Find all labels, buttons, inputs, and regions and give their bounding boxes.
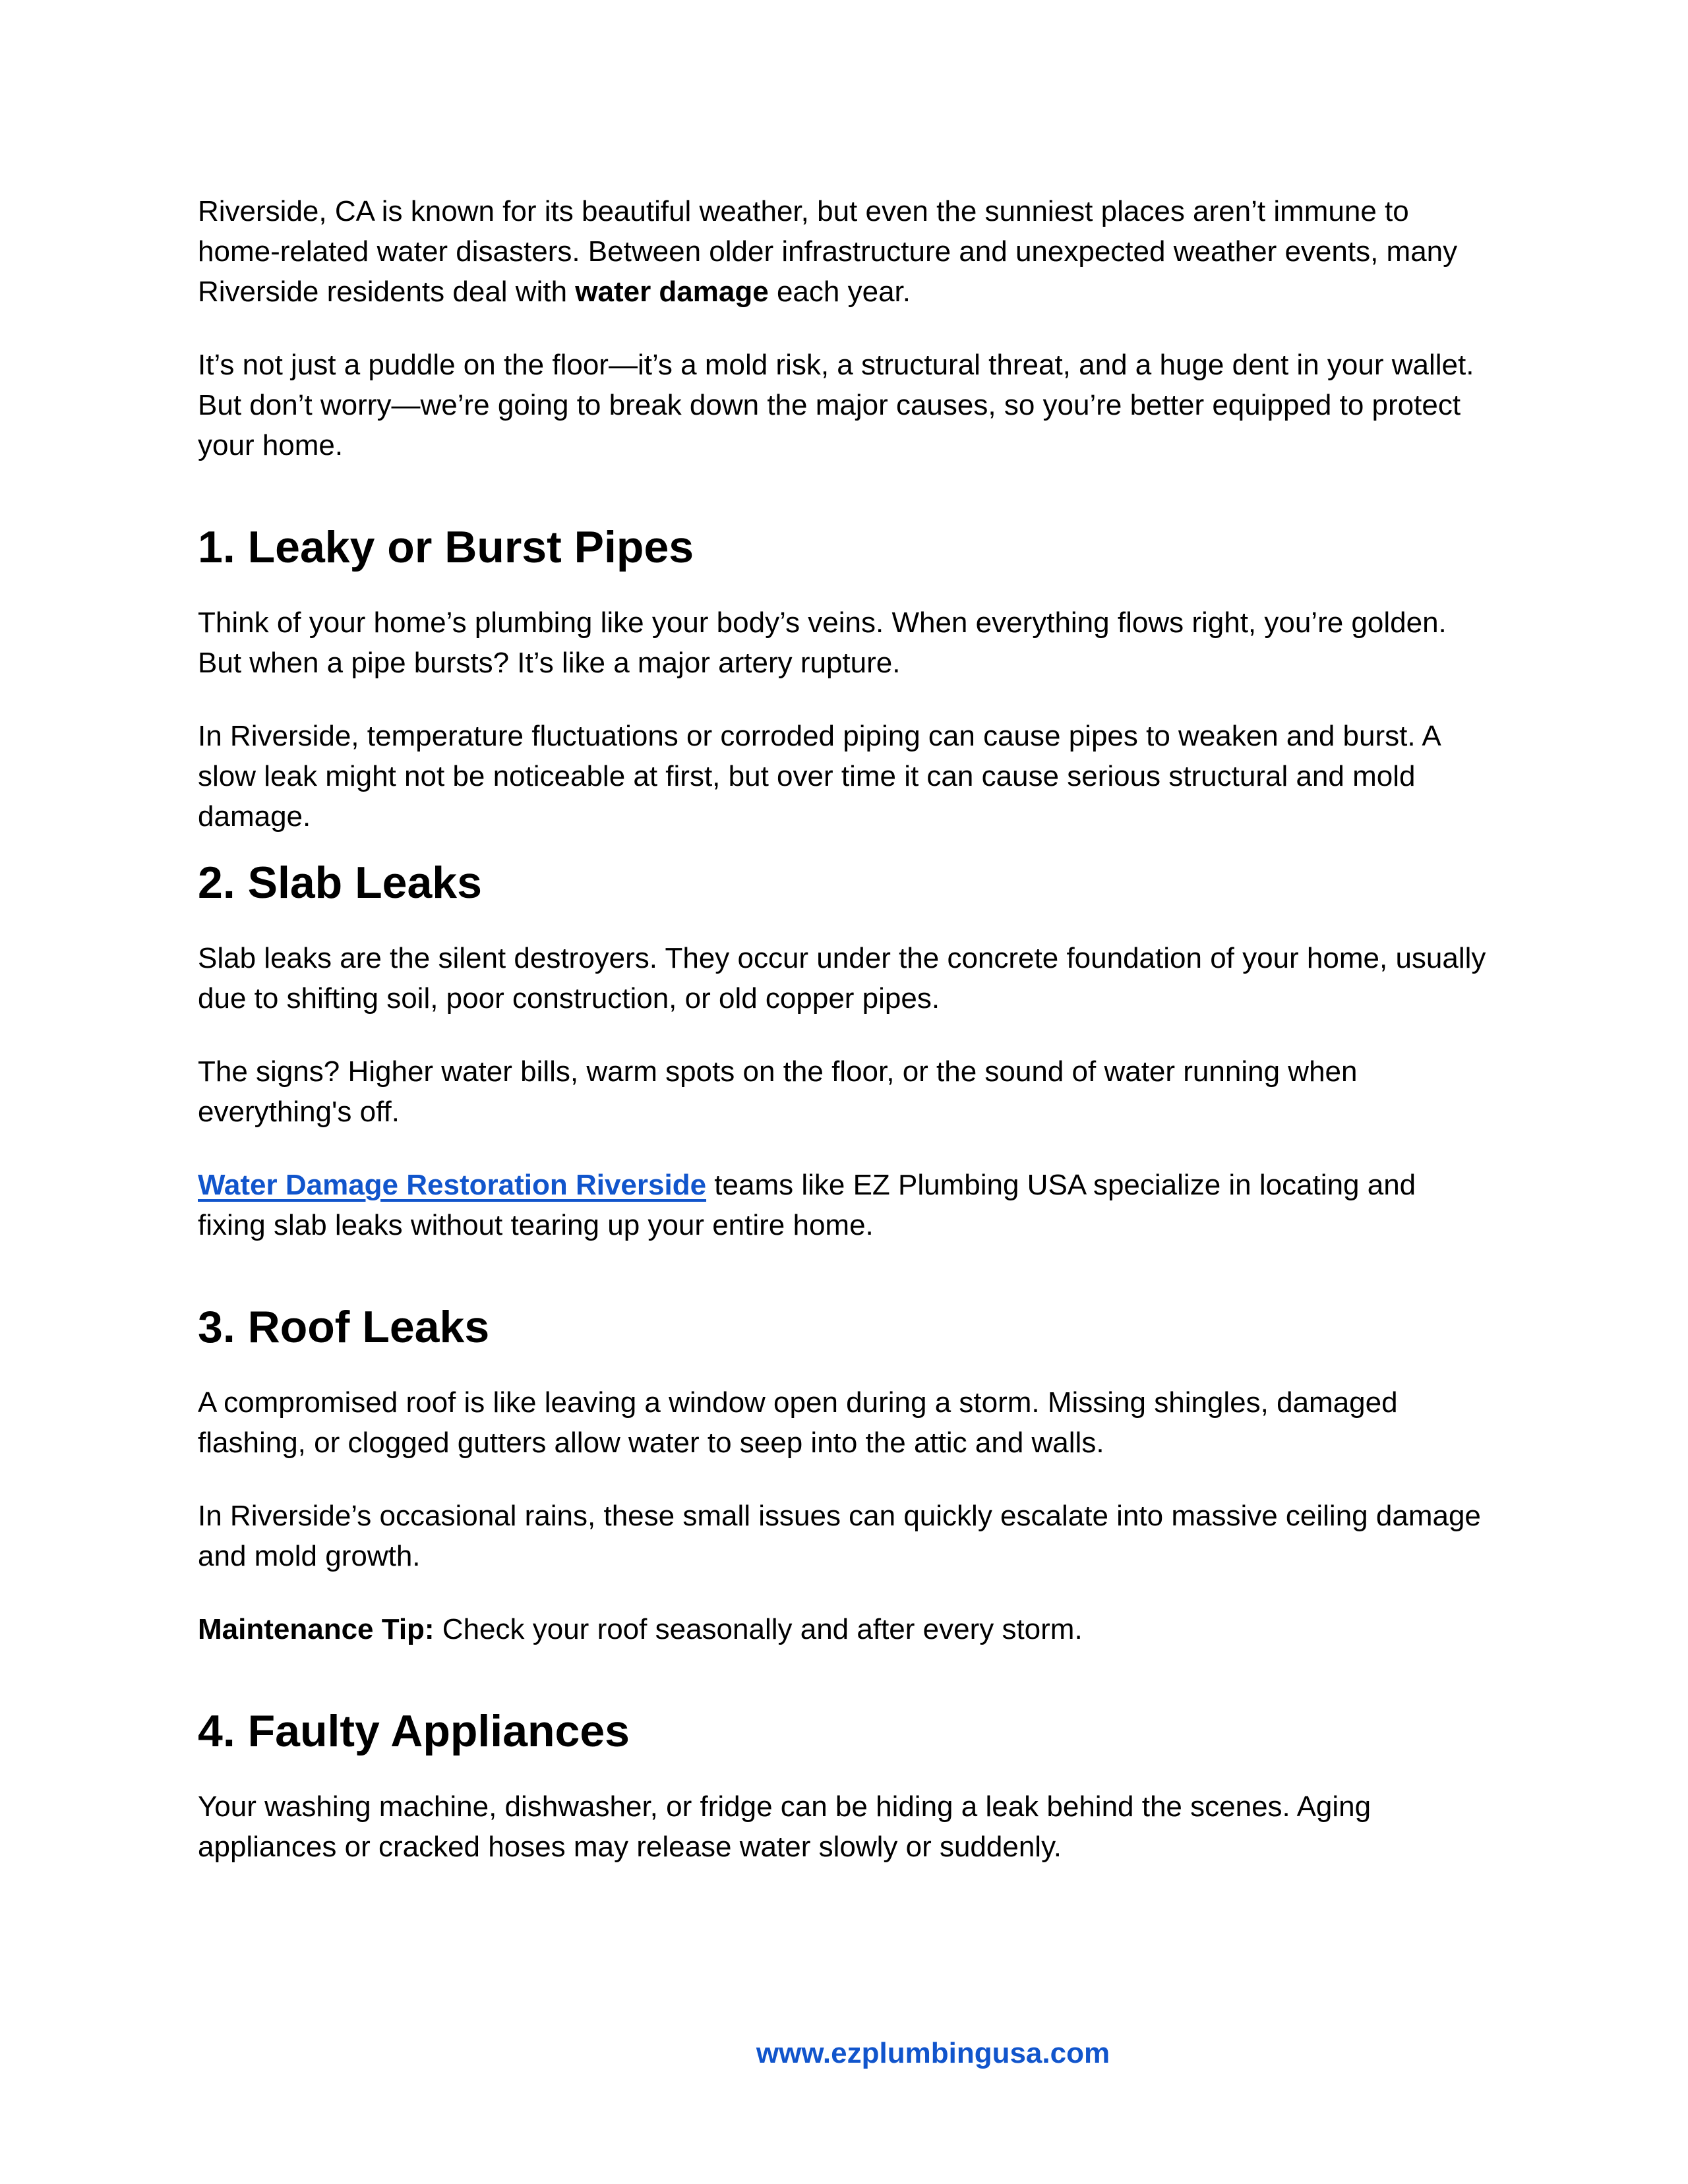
- slab-leaks-paragraph-2: The signs? Higher water bills, warm spots on the floor, or the sound of water running when everything's off.: [198, 1055, 1358, 1128]
- intro-text-1-end: each year.: [768, 276, 911, 308]
- slab-leaks-paragraph-3: [198, 1165, 1490, 1245]
- intro-bold-water-damage: water damage: [575, 276, 769, 308]
- water-damage-restoration-link[interactable]: Water Damage Restoration Riverside: [198, 1169, 707, 1201]
- roof-leaks-paragraph-2: In Riverside’s occasional rains, these small issues can quickly escalate into massive ceiling damage and mold growth.: [198, 1500, 1481, 1572]
- maintenance-tip-label: Maintenance Tip:: [198, 1613, 435, 1645]
- faulty-appliances-paragraph-1: Your washing machine, dishwasher, or fridge can be hiding a leak behind the scenes. Aging appliances or cracked hoses may release water slowly or suddenly.: [198, 1790, 1372, 1863]
- maintenance-tip-text: Check your roof seasonally and after every storm.: [434, 1613, 1083, 1645]
- page-footer: [0, 2034, 1688, 2073]
- maintenance-tip: [198, 1609, 1490, 1649]
- document-body: [198, 191, 1490, 1867]
- footer-website-link[interactable]: www.ezplumbingusa.com: [756, 2037, 1110, 2069]
- leaky-pipes-paragraph-2: In Riverside, temperature fluctuations or corroded piping can cause pipes to weaken and burst. A slow leak might not be noticeable at first, but over time it can cause serious structural and mold damage.: [198, 720, 1440, 833]
- slab-leaks-paragraph-1: Slab leaks are the silent destroyers. They occur under the concrete foundation of your home, usually due to shifting soil, poor construction, or old copper pipes.: [198, 942, 1486, 1015]
- section-heading-slab-leaks: 2. Slab Leaks: [198, 858, 482, 908]
- leaky-pipes-paragraph-1: Think of your home’s plumbing like your body’s veins. When everything flows right, you’re golden. But when a pipe bursts? It’s like a major artery rupture.: [198, 606, 1447, 679]
- section-heading-leaky-pipes: 1. Leaky or Burst Pipes: [198, 522, 694, 572]
- section-heading-faulty-appliances: 4. Faulty Appliances: [198, 1706, 630, 1756]
- intro-paragraph-2: It’s not just a puddle on the floor—it’s a mold risk, a structural threat, and a huge dent in your wallet. But don’t worry—we’re going to break down the major causes, so you’re better equipped to protect your home.: [198, 349, 1474, 461]
- intro-text-1: Riverside, CA is known for its beautiful weather, but even the sunniest places aren’t immune to home-related water disasters. Between older infrastructure and unexpected weather events, many Riverside residents deal with: [198, 195, 1458, 308]
- intro-paragraph-1: [198, 191, 1490, 312]
- roof-leaks-paragraph-1: A compromised roof is like leaving a window open during a storm. Missing shingles, damaged flashing, or clogged gutters allow water to seep into the attic and walls.: [198, 1386, 1398, 1459]
- slab-leaks-paragraph-3-text: teams like EZ Plumbing USA specialize in locating and fixing slab leaks without tearing up your entire home.: [198, 1169, 1416, 1241]
- section-heading-roof-leaks: 3. Roof Leaks: [198, 1302, 490, 1352]
